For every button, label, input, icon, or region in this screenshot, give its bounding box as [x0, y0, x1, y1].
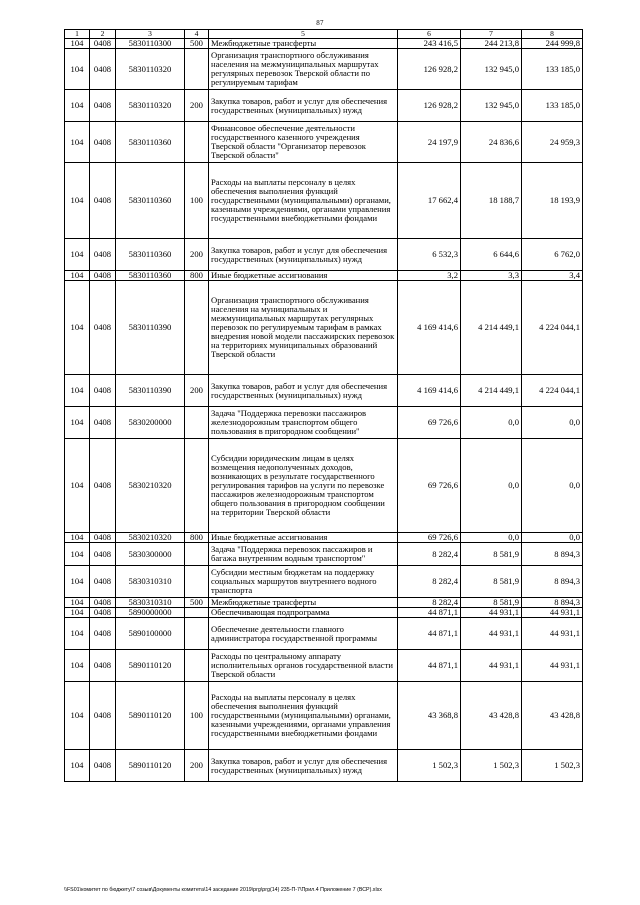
cell-code-1: 104	[65, 281, 90, 375]
table-row	[65, 39, 583, 49]
cell-code-1: 104	[65, 618, 90, 650]
cell-code-1: 104	[65, 122, 90, 163]
cell-amount-2021: 44 931,1	[461, 650, 522, 682]
table-row	[65, 163, 583, 239]
cell-amount-2020: 43 368,8	[398, 682, 461, 750]
cell-expense-type	[185, 407, 209, 439]
cell-amount-2021: 44 931,1	[461, 608, 522, 618]
cell-amount-2021: 0,0	[461, 407, 522, 439]
page-number: 87	[316, 19, 324, 27]
cell-amount-2022: 0,0	[522, 407, 583, 439]
cell-code-1: 104	[65, 533, 90, 543]
cell-section: 0408	[90, 39, 116, 49]
cell-name: Субсидии юридическим лицам в целях возмещения недополученных доходов, возникающих в результате государственного регулирования тарифов на услуги по перевозке пассажиров железнодорожным транспортом общего пользования в пригородном сообщении на территории Тверской области	[209, 439, 398, 533]
cell-amount-2021: 132 945,0	[461, 90, 522, 122]
cell-amount-2021: 132 945,0	[461, 49, 522, 90]
cell-section: 0408	[90, 90, 116, 122]
cell-expense-type	[185, 122, 209, 163]
cell-code-1: 104	[65, 239, 90, 271]
cell-name: Субсидии местным бюджетам на поддержку социальных маршрутов внутреннего водного транспорта	[209, 566, 398, 598]
table-row	[65, 543, 583, 566]
cell-expense-type: 800	[185, 271, 209, 281]
cell-amount-2020: 8 282,4	[398, 566, 461, 598]
cell-section: 0408	[90, 750, 116, 782]
cell-expense-type: 200	[185, 90, 209, 122]
cell-name: Задача "Поддержка перевозки пассажиров железнодорожным транспортом общего пользования в пригородном сообщении"	[209, 407, 398, 439]
cell-section: 0408	[90, 598, 116, 608]
cell-amount-2020: 243 416,5	[398, 39, 461, 49]
cell-section: 0408	[90, 407, 116, 439]
cell-expense-type: 100	[185, 163, 209, 239]
cell-target-article: 5830110390	[116, 281, 185, 375]
cell-amount-2022: 4 224 044,1	[522, 375, 583, 407]
cell-amount-2021: 6 644,6	[461, 239, 522, 271]
table-row	[65, 407, 583, 439]
cell-name: Обеспечивающая подпрограмма	[209, 608, 398, 618]
cell-section: 0408	[90, 682, 116, 750]
cell-amount-2022: 8 894,3	[522, 543, 583, 566]
column-header: 8	[522, 30, 583, 39]
cell-section: 0408	[90, 439, 116, 533]
table-row	[65, 650, 583, 682]
cell-code-1: 104	[65, 543, 90, 566]
cell-name: Межбюджетные трансферты	[209, 39, 398, 49]
cell-section: 0408	[90, 281, 116, 375]
cell-amount-2020: 44 871,1	[398, 650, 461, 682]
cell-amount-2021: 8 581,9	[461, 598, 522, 608]
cell-amount-2020: 126 928,2	[398, 90, 461, 122]
table-body	[65, 39, 583, 782]
cell-expense-type: 200	[185, 239, 209, 271]
cell-expense-type	[185, 608, 209, 618]
table-row	[65, 618, 583, 650]
cell-amount-2020: 69 726,6	[398, 439, 461, 533]
cell-amount-2020: 44 871,1	[398, 618, 461, 650]
cell-target-article: 5890110120	[116, 682, 185, 750]
cell-amount-2022: 18 193,9	[522, 163, 583, 239]
cell-amount-2022: 4 224 044,1	[522, 281, 583, 375]
column-header: 7	[461, 30, 522, 39]
cell-code-1: 104	[65, 608, 90, 618]
cell-name: Расходы на выплаты персоналу в целях обеспечения выполнения функций государственными (муниципальными) органами, казенными учреждениями, органами управления государственными внебюджетными фондами	[209, 682, 398, 750]
cell-expense-type: 100	[185, 682, 209, 750]
table-row	[65, 281, 583, 375]
cell-section: 0408	[90, 650, 116, 682]
cell-target-article: 5830110360	[116, 271, 185, 281]
cell-section: 0408	[90, 608, 116, 618]
cell-expense-type	[185, 618, 209, 650]
cell-amount-2020: 3,2	[398, 271, 461, 281]
cell-amount-2022: 8 894,3	[522, 598, 583, 608]
cell-name: Задача "Поддержка перевозок пассажиров и багажа внутренним водным транспортом"	[209, 543, 398, 566]
table-row	[65, 566, 583, 598]
cell-amount-2022: 0,0	[522, 439, 583, 533]
cell-target-article: 5890110120	[116, 750, 185, 782]
cell-expense-type	[185, 650, 209, 682]
cell-section: 0408	[90, 543, 116, 566]
cell-amount-2021: 0,0	[461, 533, 522, 543]
cell-amount-2020: 17 662,4	[398, 163, 461, 239]
table-row	[65, 49, 583, 90]
table-row	[65, 533, 583, 543]
cell-amount-2020: 8 282,4	[398, 598, 461, 608]
cell-code-1: 104	[65, 271, 90, 281]
cell-amount-2020: 44 871,1	[398, 608, 461, 618]
cell-amount-2020: 6 532,3	[398, 239, 461, 271]
cell-code-1: 104	[65, 439, 90, 533]
cell-amount-2022: 8 894,3	[522, 566, 583, 598]
column-header: 4	[185, 30, 209, 39]
cell-amount-2022: 6 762,0	[522, 239, 583, 271]
cell-target-article: 5830110360	[116, 239, 185, 271]
cell-amount-2022: 24 959,3	[522, 122, 583, 163]
cell-amount-2021: 4 214 449,1	[461, 281, 522, 375]
cell-amount-2021: 8 581,9	[461, 566, 522, 598]
cell-code-1: 104	[65, 49, 90, 90]
cell-amount-2022: 0,0	[522, 533, 583, 543]
table-row	[65, 608, 583, 618]
cell-name: Закупка товаров, работ и услуг для обеспечения государственных (муниципальных) нужд	[209, 750, 398, 782]
cell-amount-2021: 3,3	[461, 271, 522, 281]
cell-amount-2021: 44 931,1	[461, 618, 522, 650]
budget-table	[64, 29, 583, 782]
table-row	[65, 239, 583, 271]
cell-amount-2021: 244 213,8	[461, 39, 522, 49]
cell-amount-2022: 133 185,0	[522, 49, 583, 90]
cell-amount-2021: 24 836,6	[461, 122, 522, 163]
column-header: 3	[116, 30, 185, 39]
cell-name: Иные бюджетные ассигнования	[209, 533, 398, 543]
cell-code-1: 104	[65, 39, 90, 49]
cell-amount-2021: 18 188,7	[461, 163, 522, 239]
cell-target-article: 5890000000	[116, 608, 185, 618]
cell-code-1: 104	[65, 650, 90, 682]
cell-section: 0408	[90, 239, 116, 271]
cell-code-1: 104	[65, 682, 90, 750]
cell-expense-type: 500	[185, 598, 209, 608]
cell-name: Организация транспортного обслуживания населения на межмуниципальных маршрутах регулярных перевозок Тверской области по регулируемым тарифам	[209, 49, 398, 90]
cell-expense-type	[185, 281, 209, 375]
cell-target-article: 5830110300	[116, 39, 185, 49]
cell-name: Межбюджетные трансферты	[209, 598, 398, 608]
table-row	[65, 271, 583, 281]
cell-amount-2022: 44 931,1	[522, 608, 583, 618]
cell-amount-2020: 4 169 414,6	[398, 375, 461, 407]
cell-expense-type: 200	[185, 375, 209, 407]
cell-target-article: 5830300000	[116, 543, 185, 566]
cell-amount-2020: 126 928,2	[398, 49, 461, 90]
table-row	[65, 750, 583, 782]
column-header: 1	[65, 30, 90, 39]
cell-name: Расходы на выплаты персоналу в целях обеспечения выполнения функций государственными (муниципальными) органами, казенными учреждениями, органами управления государственными внебюджетными фондами	[209, 163, 398, 239]
cell-target-article: 5830110320	[116, 49, 185, 90]
cell-code-1: 104	[65, 90, 90, 122]
cell-amount-2022: 1 502,3	[522, 750, 583, 782]
cell-expense-type	[185, 543, 209, 566]
cell-amount-2021: 4 214 449,1	[461, 375, 522, 407]
cell-amount-2022: 3,4	[522, 271, 583, 281]
cell-amount-2021: 1 502,3	[461, 750, 522, 782]
cell-expense-type	[185, 49, 209, 90]
cell-target-article: 5830210320	[116, 533, 185, 543]
cell-name: Организация транспортного обслуживания населения на муниципальных и межмуниципальных маршрутах регулярных перевозок по регулируемым тарифам в рамках внедрения новой модели пассажирских перевозок на территориях муниципальных образований Тверской области	[209, 281, 398, 375]
cell-name: Расходы по центральному аппарату исполнительных органов государственной власти Тверской области	[209, 650, 398, 682]
table-row	[65, 439, 583, 533]
cell-target-article: 5830110360	[116, 122, 185, 163]
cell-amount-2022: 44 931,1	[522, 650, 583, 682]
table-row	[65, 682, 583, 750]
column-header: 6	[398, 30, 461, 39]
cell-code-1: 104	[65, 598, 90, 608]
cell-amount-2022: 43 428,8	[522, 682, 583, 750]
table-row	[65, 90, 583, 122]
cell-section: 0408	[90, 163, 116, 239]
table-row	[65, 598, 583, 608]
cell-target-article: 5830200000	[116, 407, 185, 439]
cell-name: Закупка товаров, работ и услуг для обеспечения государственных (муниципальных) нужд	[209, 375, 398, 407]
table-row	[65, 122, 583, 163]
cell-amount-2020: 24 197,9	[398, 122, 461, 163]
cell-name: Закупка товаров, работ и услуг для обеспечения государственных (муниципальных) нужд	[209, 239, 398, 271]
cell-code-1: 104	[65, 375, 90, 407]
cell-name: Иные бюджетные ассигнования	[209, 271, 398, 281]
file-path-footer: \\FS01\комитет по бюджету\7 созыв\Документы комитета\14 заседание 2019\prg\prg(14) 235-П-7\Прил.4 Приложение 7 (ВСР).xlsx	[64, 887, 382, 893]
cell-section: 0408	[90, 375, 116, 407]
cell-name: Обеспечение деятельности главного администратора государственной программы	[209, 618, 398, 650]
cell-code-1: 104	[65, 750, 90, 782]
cell-amount-2020: 1 502,3	[398, 750, 461, 782]
cell-amount-2020: 69 726,6	[398, 533, 461, 543]
cell-amount-2020: 69 726,6	[398, 407, 461, 439]
cell-section: 0408	[90, 122, 116, 163]
cell-amount-2021: 8 581,9	[461, 543, 522, 566]
cell-amount-2021: 43 428,8	[461, 682, 522, 750]
cell-code-1: 104	[65, 163, 90, 239]
cell-amount-2020: 4 169 414,6	[398, 281, 461, 375]
cell-target-article: 5830110360	[116, 163, 185, 239]
cell-name: Финансовое обеспечение деятельности государственного казенного учреждения Тверской области "Организатор перевозок Тверской области"	[209, 122, 398, 163]
cell-amount-2020: 8 282,4	[398, 543, 461, 566]
cell-section: 0408	[90, 533, 116, 543]
cell-expense-type: 800	[185, 533, 209, 543]
cell-expense-type	[185, 566, 209, 598]
cell-section: 0408	[90, 566, 116, 598]
cell-section: 0408	[90, 49, 116, 90]
cell-expense-type: 200	[185, 750, 209, 782]
cell-section: 0408	[90, 618, 116, 650]
table-row	[65, 375, 583, 407]
column-header: 2	[90, 30, 116, 39]
cell-target-article: 5830310310	[116, 566, 185, 598]
cell-amount-2022: 244 999,8	[522, 39, 583, 49]
column-header: 5	[209, 30, 398, 39]
cell-name: Закупка товаров, работ и услуг для обеспечения государственных (муниципальных) нужд	[209, 90, 398, 122]
cell-target-article: 5830110320	[116, 90, 185, 122]
cell-target-article: 5830110390	[116, 375, 185, 407]
cell-code-1: 104	[65, 407, 90, 439]
cell-expense-type: 500	[185, 39, 209, 49]
cell-target-article: 5830210320	[116, 439, 185, 533]
cell-code-1: 104	[65, 566, 90, 598]
cell-target-article: 5890100000	[116, 618, 185, 650]
cell-target-article: 5830310310	[116, 598, 185, 608]
cell-amount-2022: 44 931,1	[522, 618, 583, 650]
cell-target-article: 5890110120	[116, 650, 185, 682]
cell-amount-2022: 133 185,0	[522, 90, 583, 122]
cell-section: 0408	[90, 271, 116, 281]
cell-expense-type	[185, 439, 209, 533]
cell-amount-2021: 0,0	[461, 439, 522, 533]
